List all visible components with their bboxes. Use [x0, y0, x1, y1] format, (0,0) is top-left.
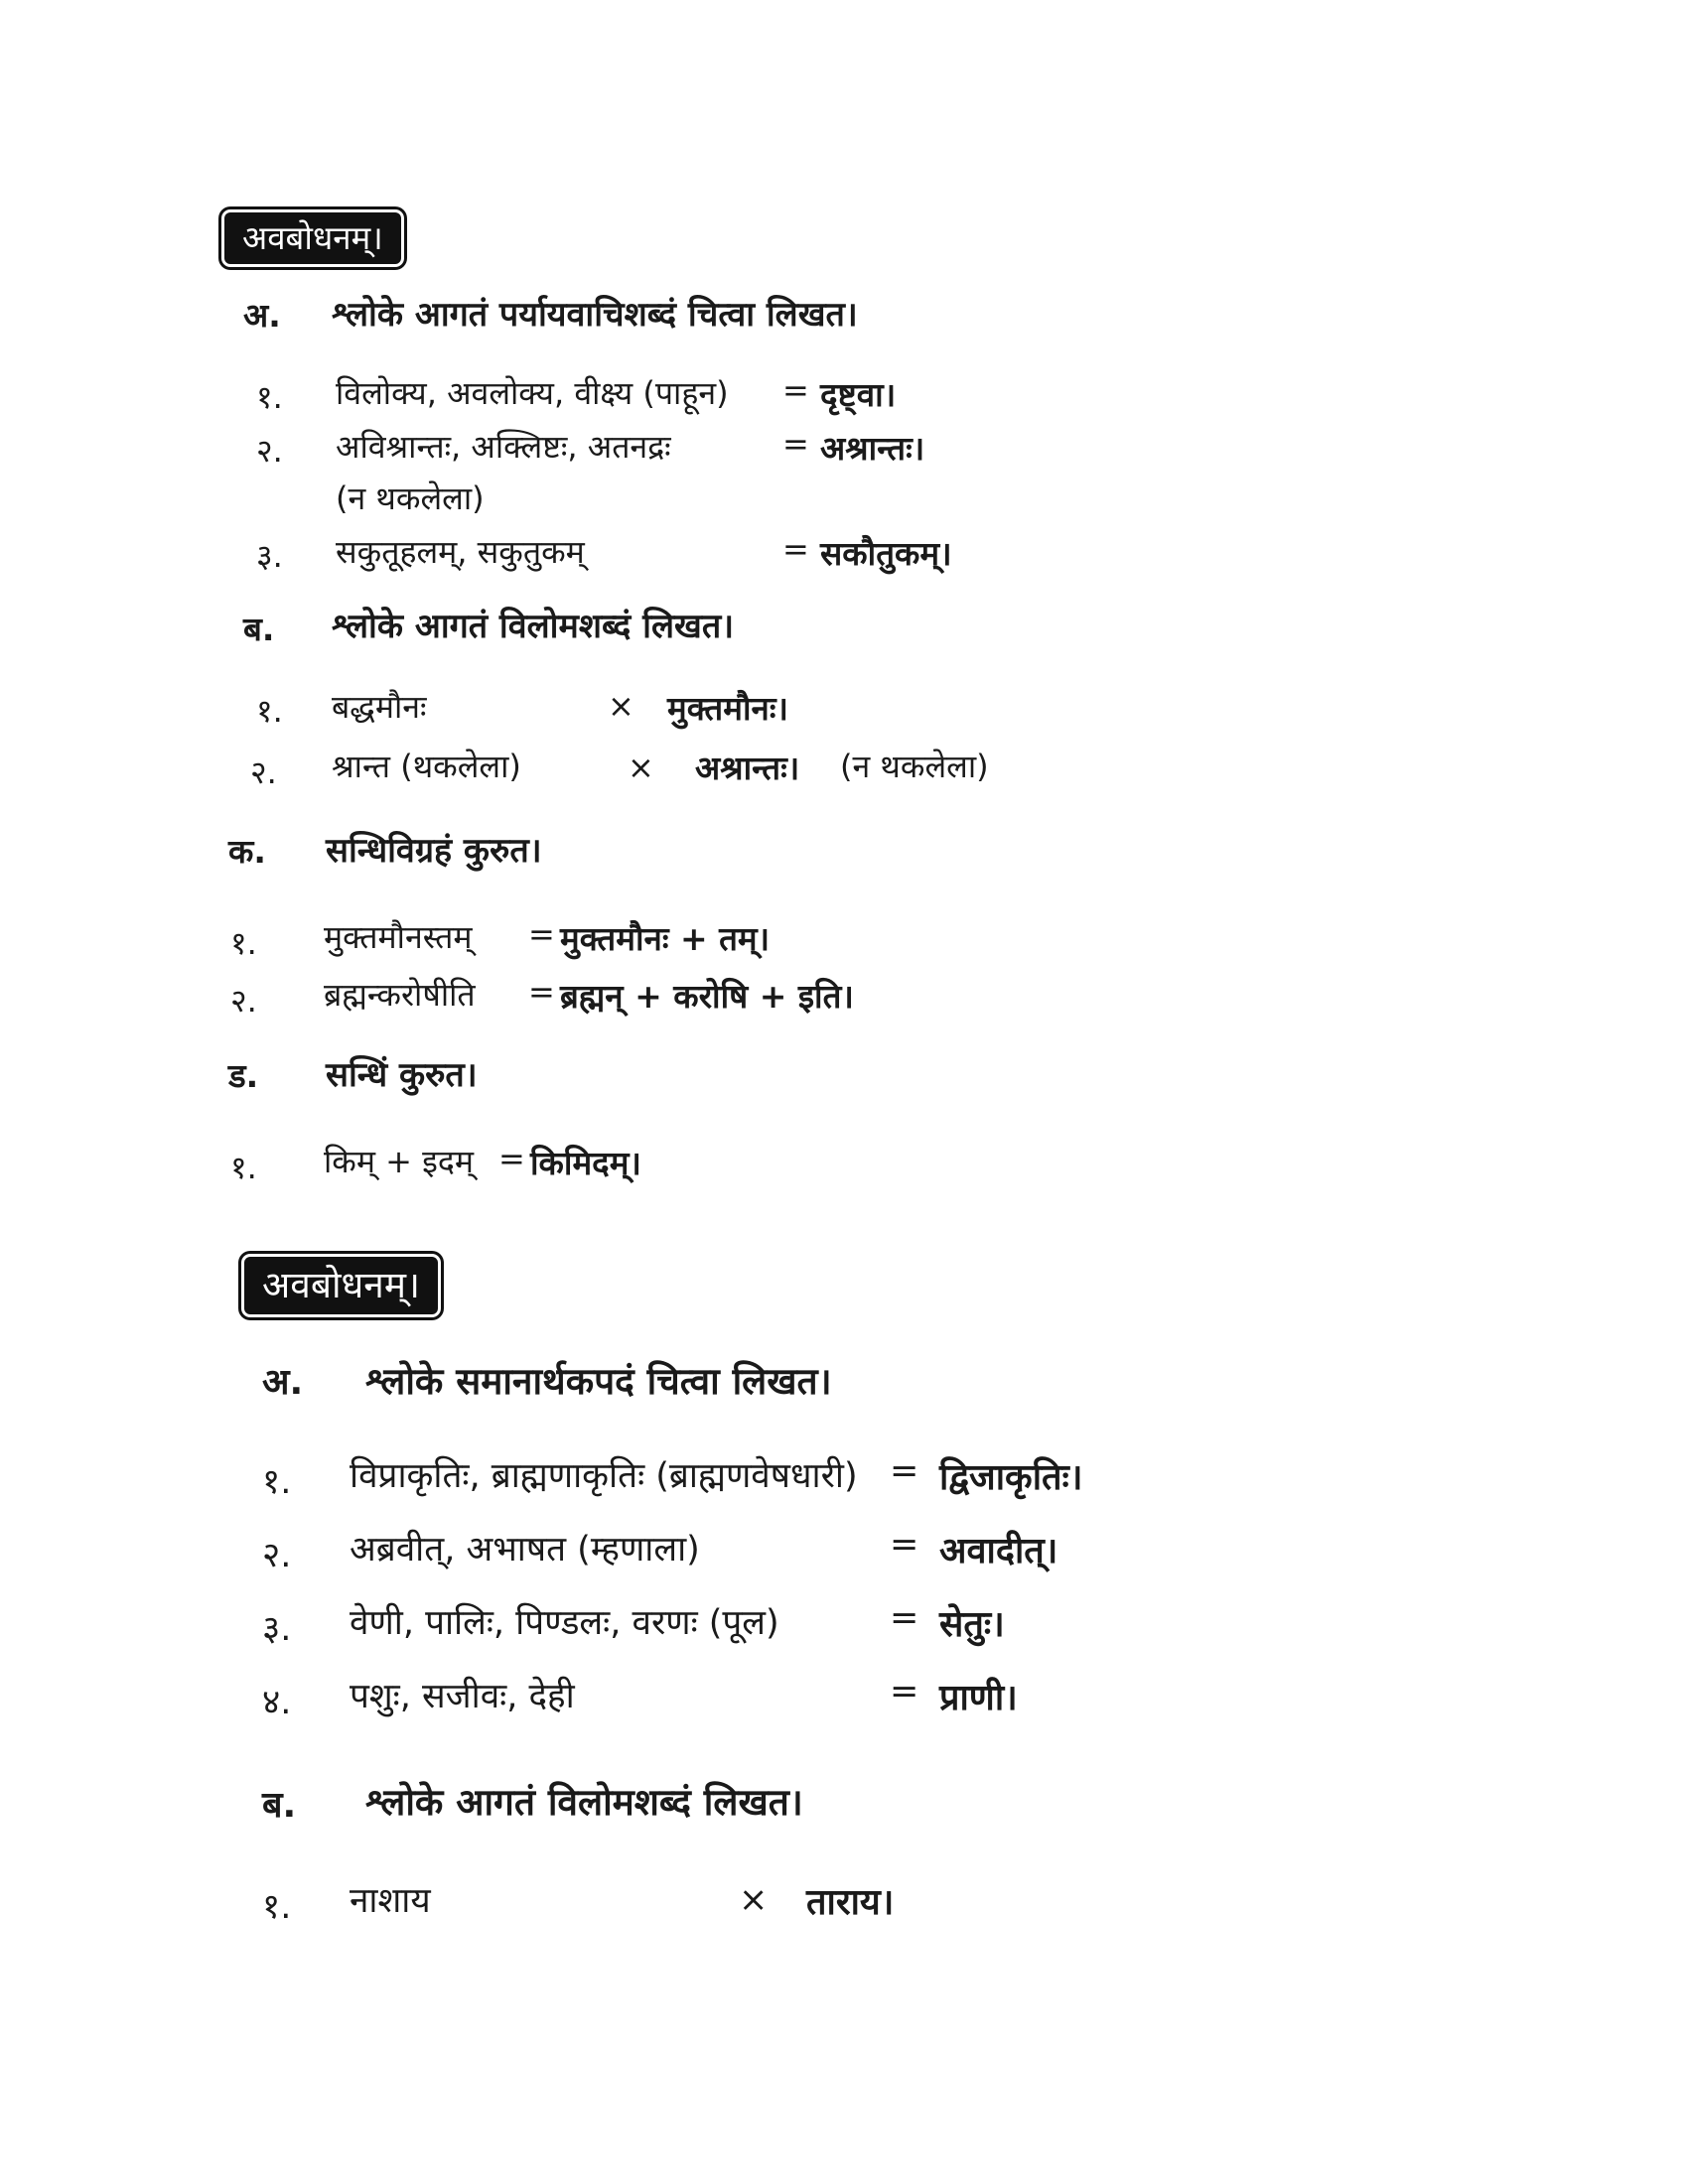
- item-words: मुक्तमौनस्तम्: [324, 918, 473, 956]
- item-words: पशुः, सजीवः, देही: [350, 1677, 575, 1716]
- item-words: विलोक्य, अवलोक्य, वीक्ष्य (पाहून): [336, 374, 729, 412]
- item-answer: किमिदम्।: [530, 1144, 641, 1182]
- section-badge: अवबोधनम्।: [244, 1257, 438, 1314]
- question-heading: श्लोके आगतं विलोमशब्दं लिखत।: [365, 1781, 803, 1824]
- item-answer: मुक्तमौनः।: [667, 689, 789, 728]
- item-number: १.: [262, 1887, 292, 1927]
- item-number: २.: [262, 1536, 292, 1575]
- item-words: अविश्रान्तः, अक्लिष्टः, अतनद्रः: [336, 428, 671, 466]
- question-label: क.: [228, 832, 266, 871]
- equals-sign: =: [782, 425, 809, 463]
- equals-sign: =: [528, 915, 555, 953]
- question-label: अ.: [243, 296, 281, 335]
- times-sign: ×: [739, 1880, 769, 1920]
- item-answer: अश्रान्तः।: [695, 749, 800, 787]
- question-heading: श्लोके आगतं विलोमशब्दं लिखत।: [332, 607, 735, 646]
- equals-sign: =: [890, 1598, 919, 1638]
- item-words: नाशाय: [350, 1881, 431, 1921]
- item-note: (न थकलेला): [336, 479, 485, 517]
- item-words: विप्राकृतिः, ब्राह्मणाकृतिः (ब्राह्मणवेषधारी): [350, 1456, 858, 1496]
- item-answer: दृष्ट्वा।: [820, 375, 897, 414]
- item-number: १.: [230, 1149, 257, 1186]
- item-number: १.: [230, 924, 257, 962]
- question-heading: सन्धिं कुरुत।: [326, 1055, 478, 1095]
- item-words: श्रान्त (थकलेला): [332, 748, 521, 785]
- item-answer: सेतुः।: [939, 1604, 1005, 1645]
- item-words: अब्रवीत्, अभाषत (म्हणाला): [350, 1530, 700, 1570]
- item-number: ४.: [262, 1683, 292, 1722]
- section-badge: अवबोधनम्।: [224, 212, 401, 264]
- item-words: वेणी, पालिः, पिण्डलः, वरणः (पूल): [350, 1603, 779, 1643]
- equals-sign: =: [498, 1140, 525, 1177]
- item-answer: मुक्तमौनः + तम्।: [560, 919, 771, 958]
- times-sign: ×: [608, 687, 634, 725]
- question-heading: श्लोके आगतं पर्यायवाचिशब्दं चित्वा लिखत।: [332, 295, 858, 335]
- question-label: अ.: [262, 1362, 304, 1403]
- item-answer: ब्रह्मन् + करोषि + इति।: [560, 977, 854, 1016]
- item-answer: ताराय।: [806, 1882, 895, 1923]
- item-number: २.: [250, 753, 277, 791]
- item-answer: अश्रान्तः।: [820, 429, 925, 468]
- item-number: १.: [262, 1462, 292, 1502]
- item-answer: द्विजाकृतिः।: [939, 1457, 1083, 1498]
- question-label: ब.: [243, 610, 275, 648]
- equals-sign: =: [782, 530, 809, 568]
- question-heading: श्लोके समानार्थकपदं चित्वा लिखत।: [365, 1360, 832, 1403]
- item-words: सकुतूहलम्, सकुतुकम्: [336, 533, 585, 571]
- item-words: ब्रह्मन्करोषीति: [324, 976, 476, 1014]
- item-answer: सकौतुकम्।: [820, 534, 952, 573]
- equals-sign: =: [890, 1672, 919, 1711]
- equals-sign: =: [890, 1525, 919, 1565]
- equals-sign: =: [890, 1451, 919, 1491]
- item-words: किम् + इदम्: [324, 1143, 474, 1180]
- equals-sign: =: [782, 371, 809, 409]
- question-label: ड.: [228, 1056, 259, 1095]
- equals-sign: =: [528, 973, 555, 1011]
- item-number: २.: [256, 432, 283, 470]
- item-answer: अवादीत्।: [939, 1531, 1058, 1571]
- item-words: बद्धमौनः: [332, 688, 427, 726]
- item-number: २.: [230, 982, 257, 1020]
- question-heading: सन्धिविग्रहं कुरुत।: [326, 831, 542, 871]
- times-sign: ×: [628, 749, 654, 786]
- item-number: ३.: [262, 1609, 292, 1649]
- item-answer: प्राणी।: [939, 1678, 1018, 1718]
- item-number: ३.: [256, 537, 283, 575]
- item-note: (न थकलेला): [840, 748, 989, 785]
- item-number: १.: [256, 692, 283, 730]
- question-label: ब.: [262, 1785, 297, 1826]
- item-number: १.: [256, 378, 283, 416]
